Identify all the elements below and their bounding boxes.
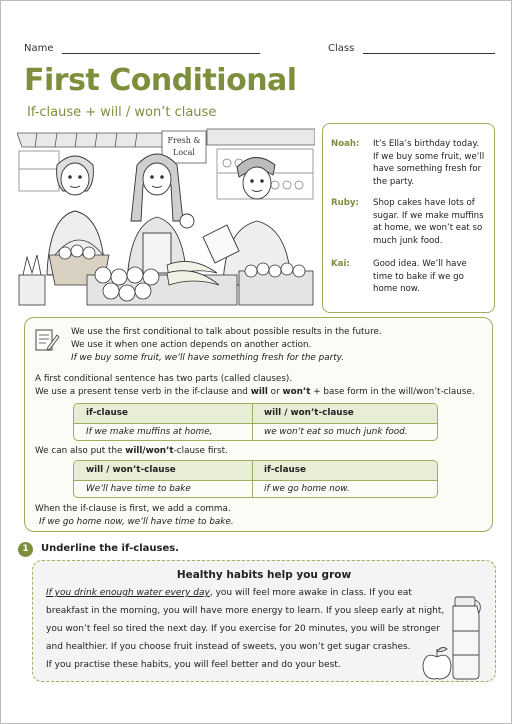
speaker-noah: Noah: (331, 139, 360, 149)
class-label: Class (328, 43, 355, 54)
dialogue-text-ruby: Shop cakes have lots of sugar. If we make muffins at home, we won’t eat so much junk food. (373, 198, 484, 246)
grammar-also-line: We can also put the will/won’t-clause first. (35, 446, 228, 456)
dialogue-text-noah: It’s Ella’s birthday today. If we buy some fruit, we’ll have something fresh for the party. (373, 139, 485, 187)
grammar-rule-line: We use a present tense verb in the if-clause and will or won’t + base form in the will/won’t-clause. (35, 387, 475, 397)
table2-cell-if: if we go home now. (264, 484, 350, 494)
reading-line-2[interactable]: breakfast in the morning, you will have more energy to learn. If you sleep early at night, (46, 606, 445, 616)
dialogue-box (322, 123, 495, 313)
speaker-kai: Kai: (331, 259, 350, 269)
exercise-number-badge: 1 (18, 542, 33, 557)
page-subtitle: If-clause + will / won’t clause (27, 105, 217, 120)
clause-table-will-first (73, 460, 438, 498)
dialogue-text-kai: Good idea. We’ll have time to bake if we go home now. (373, 259, 467, 294)
market-illustration (17, 125, 315, 307)
class-field-row (328, 43, 495, 54)
table1-cell-will: we won’t eat so much junk food. (264, 427, 408, 437)
name-field-row (24, 43, 260, 54)
reading-passage-box (32, 560, 496, 682)
exercise-instruction: Underline the if-clauses. (41, 543, 179, 554)
table1-header-will: will / won’t-clause (264, 408, 354, 418)
grammar-intro-1: We use the first conditional to talk about possible results in the future. (71, 327, 382, 337)
table1-header-if: if-clause (86, 408, 128, 418)
table2-header-will: will / won’t-clause (86, 465, 176, 475)
speaker-ruby: Ruby: (331, 198, 359, 208)
water-bottle-apple-illustration (419, 591, 489, 681)
apple-icon (423, 647, 451, 679)
reading-line-3[interactable]: you won’t feel so tired the next day. If you exercise for 20 minutes, you will be stronger (46, 624, 440, 634)
water-bottle-icon (453, 597, 480, 679)
grammar-comma-example: If we go home now, we’ll have time to bake. (39, 517, 234, 527)
reading-line-1[interactable]: If you drink enough water every day, you will feel more awake in class. If you eat (46, 588, 412, 598)
reading-line-5[interactable]: If you practise these habits, you will feel better and do your best. (46, 660, 341, 670)
svg-text:Fresh &: Fresh & (167, 136, 201, 145)
page-title: First Conditional (24, 63, 297, 98)
table2-cell-will: We’ll have time to bake (86, 484, 191, 494)
grammar-explanation-box (24, 317, 493, 532)
reading-line-4[interactable]: and healthier. If you choose fruit instead of sweets, you won’t get sugar crashes. (46, 642, 411, 652)
clause-table-if-first (73, 403, 438, 441)
svg-text:Local: Local (173, 148, 195, 157)
grammar-comma-rule: When the if-clause is first, we add a comma. (35, 504, 231, 514)
table2-header-if: if-clause (264, 465, 306, 475)
name-label: Name (24, 43, 54, 54)
grammar-parts-line: A first conditional sentence has two parts (called clauses). (35, 374, 293, 384)
table1-cell-if: If we make muffins at home, (86, 427, 213, 437)
grammar-intro-example: If we buy some fruit, we’ll have something fresh for the party. (71, 353, 344, 363)
grammar-intro-2: We use it when one action depends on another action. (71, 340, 312, 350)
reading-title: Healthy habits help you grow (176, 569, 352, 581)
name-blank-line[interactable] (62, 44, 260, 54)
class-blank-line[interactable] (363, 44, 495, 54)
notepad-pencil-icon (34, 327, 60, 353)
